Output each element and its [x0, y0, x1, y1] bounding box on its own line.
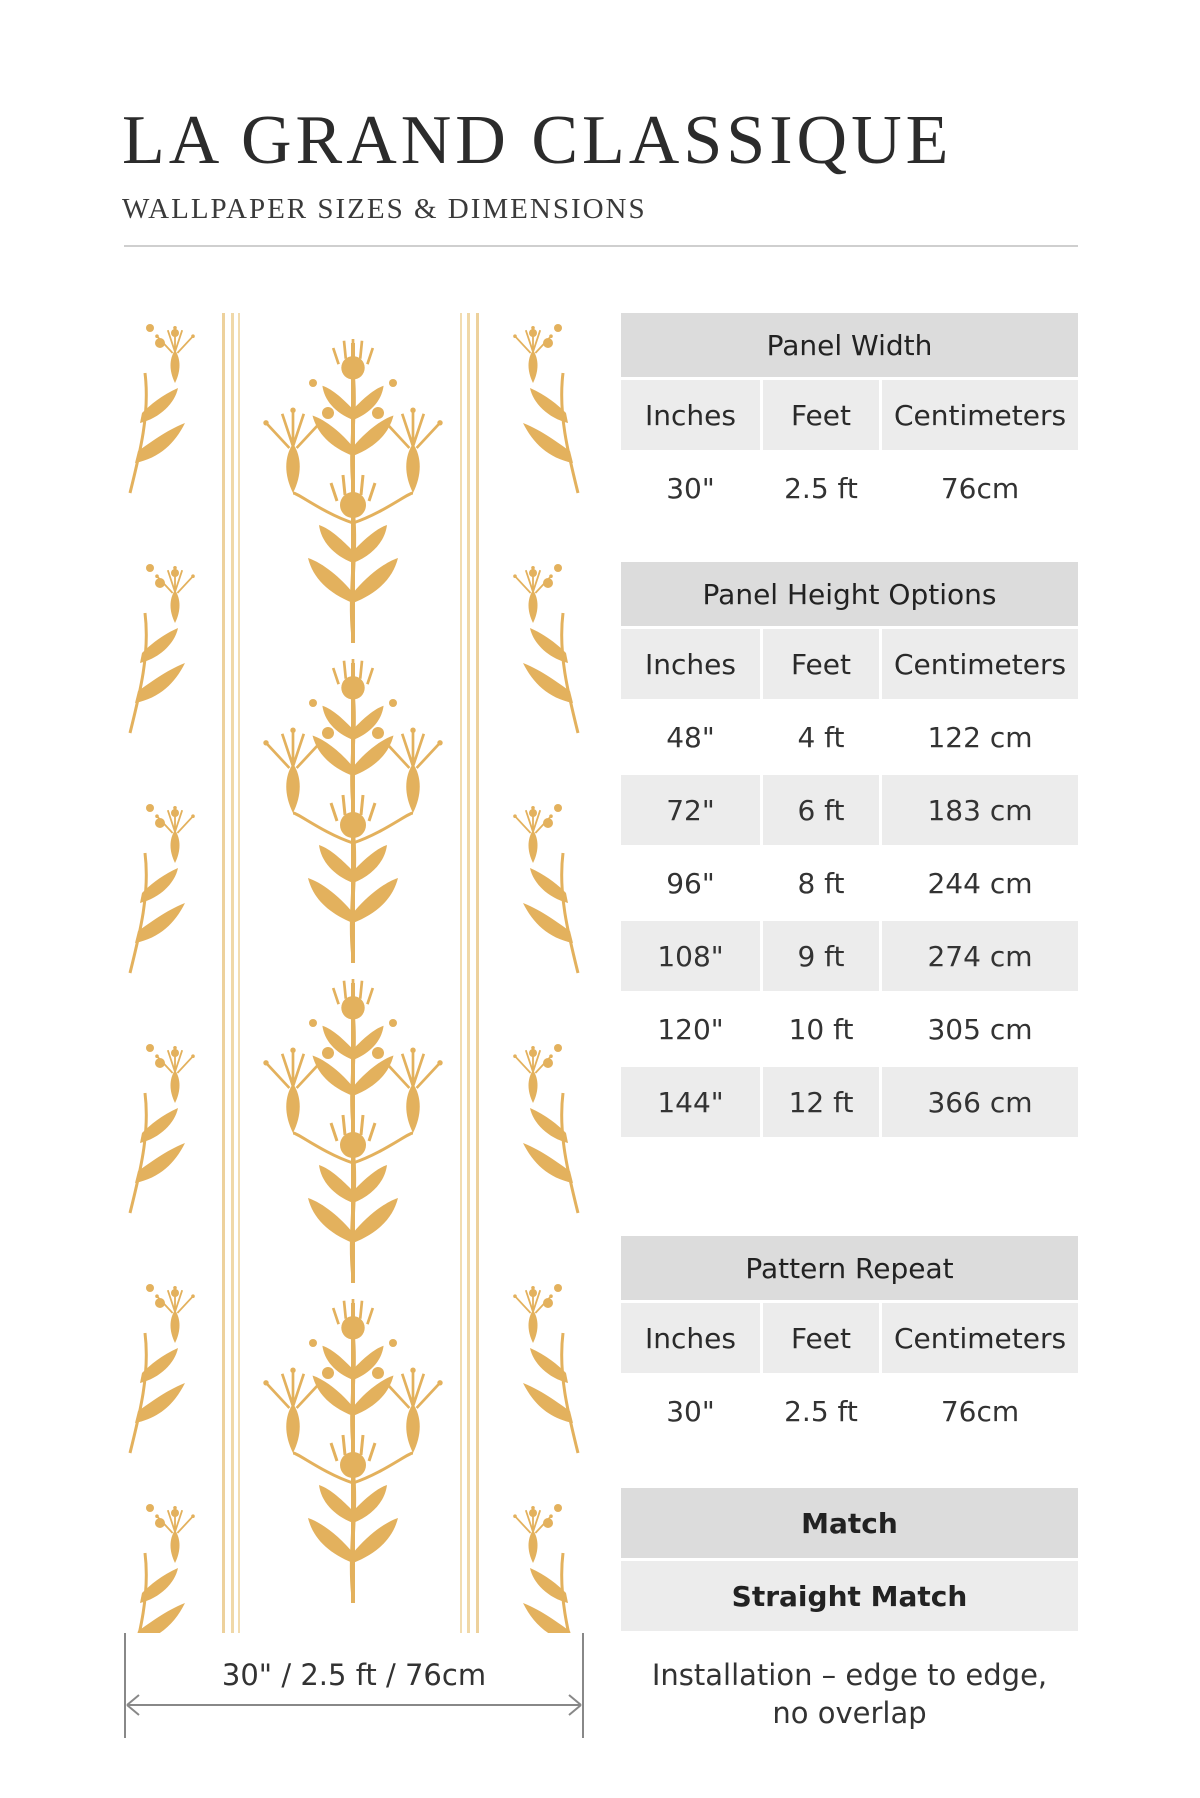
cell-centimeters: 76cm: [940, 471, 1020, 505]
cell-inches: 120": [657, 1012, 724, 1046]
column-header-inches: Inches: [621, 380, 760, 450]
pattern-repeat-title: Pattern Repeat: [621, 1236, 1078, 1300]
cell-feet: 6 ft: [763, 775, 879, 845]
column-header-inches: Inches: [621, 629, 760, 699]
table-row: [621, 1376, 1078, 1446]
panel-height-header-row: [621, 629, 1078, 699]
width-dimension-label: 30" / 2.5 ft / 76cm: [221, 1658, 487, 1692]
cell-centimeters: 244 cm: [927, 866, 1033, 900]
match-value: Straight Match: [621, 1561, 1078, 1631]
table-row: [621, 702, 1078, 772]
installation-line-1: Installation – edge to edge,: [651, 1658, 1048, 1692]
cell-centimeters: 122 cm: [927, 720, 1033, 754]
cell-inches: 30": [666, 471, 715, 505]
column-header-feet: Feet: [763, 629, 879, 699]
cell-centimeters: 366 cm: [882, 1067, 1078, 1137]
cell-inches: 30": [666, 1394, 715, 1428]
installation-line-2: no overlap: [772, 1696, 927, 1730]
cell-centimeters: 183 cm: [882, 775, 1078, 845]
panel-height-title: Panel Height Options: [621, 562, 1078, 626]
panel-width-header-row: [621, 380, 1078, 450]
cell-feet: 8 ft: [797, 866, 845, 900]
header-divider: [124, 245, 1078, 247]
cell-feet: 10 ft: [788, 1012, 854, 1046]
cell-inches: 72": [621, 775, 760, 845]
column-header-centimeters: Centimeters: [882, 380, 1078, 450]
cell-inches: 48": [666, 720, 715, 754]
cell-feet: 4 ft: [797, 720, 845, 754]
match-title: Match: [621, 1488, 1078, 1558]
table-row: [621, 994, 1078, 1064]
table-row: [621, 921, 1078, 991]
table-row: [621, 453, 1078, 523]
panel-height-table: [621, 562, 1078, 1137]
installation-note: [621, 1656, 1078, 1732]
floral-pattern-image: [125, 313, 583, 1633]
wallpaper-preview: [125, 313, 583, 1633]
cell-feet: 12 ft: [763, 1067, 879, 1137]
page-title: LA GRAND CLASSIQUE: [122, 102, 953, 179]
cell-centimeters: 76cm: [940, 1394, 1020, 1428]
cell-feet: 2.5 ft: [784, 1394, 858, 1428]
panel-width-title: Panel Width: [621, 313, 1078, 377]
table-row: [621, 775, 1078, 845]
match-table: [621, 1488, 1078, 1631]
column-header-inches: Inches: [621, 1303, 760, 1373]
column-header-centimeters: Centimeters: [882, 629, 1078, 699]
cell-centimeters: 305 cm: [927, 1012, 1033, 1046]
page-subtitle: WALLPAPER SIZES & DIMENSIONS: [122, 193, 647, 225]
cell-inches: 144": [621, 1067, 760, 1137]
cell-inches: 108": [621, 921, 760, 991]
table-row: [621, 1067, 1078, 1137]
column-header-centimeters: Centimeters: [882, 1303, 1078, 1373]
column-header-feet: Feet: [763, 1303, 879, 1373]
panel-width-table: [621, 313, 1078, 523]
cell-centimeters: 274 cm: [882, 921, 1078, 991]
cell-feet: 2.5 ft: [784, 471, 858, 505]
cell-inches: 96": [666, 866, 715, 900]
pattern-repeat-header-row: [621, 1303, 1078, 1373]
column-header-feet: Feet: [763, 380, 879, 450]
table-row: [621, 848, 1078, 918]
pattern-repeat-table: [621, 1236, 1078, 1446]
cell-feet: 9 ft: [763, 921, 879, 991]
